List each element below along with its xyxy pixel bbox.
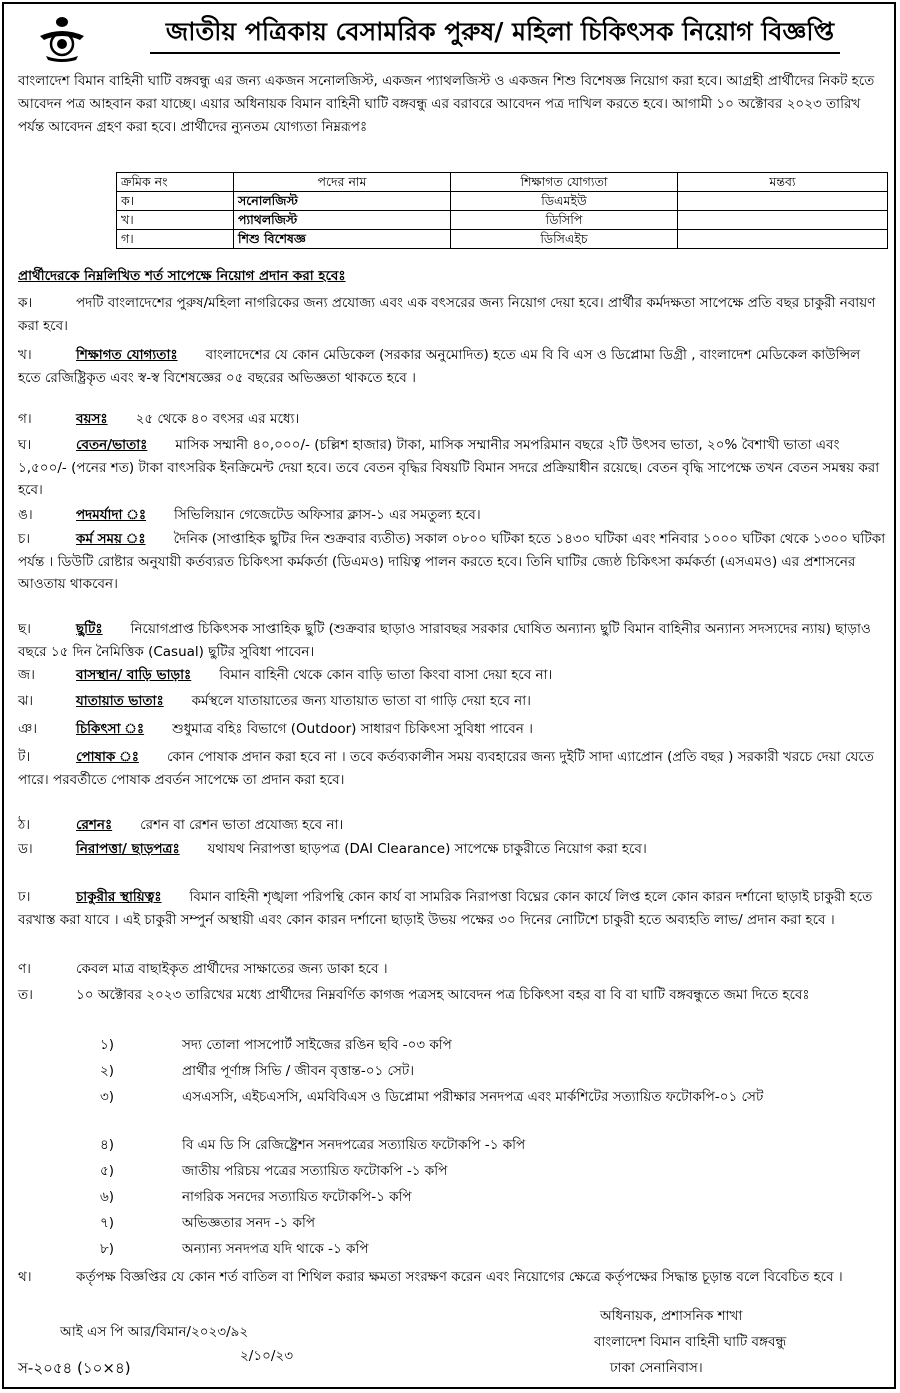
item-text: পদটি বাংলাদেশের পুরুষ/মহিলা নাগরিকের জন্য প্রযোজ্য এবং এক বৎসরের জন্য নিয়োগ দেয়া হবে। প্রার্থীর কর্মদক্ষতা সাপেক্ষে প্রতি বছর চাকুরী নবায়ণ করা হবে। — [18, 295, 876, 334]
table-row — [117, 211, 888, 230]
condition-item — [18, 664, 886, 687]
document-text: অভিজ্ঞতার সনদ -১ কপি — [182, 1215, 316, 1231]
item-heading: বয়সঃ — [76, 411, 108, 427]
document-item — [84, 1086, 874, 1108]
condition-item — [18, 838, 886, 861]
item-heading: পদমর্যাদা ঃ — [76, 507, 147, 523]
reference-number: আই এস পি আর/বিমান/২০২৩/৯২ — [60, 1324, 249, 1340]
item-text: রেশন বা রেশন ভাতা প্রযোজ্য হবে না। — [140, 817, 344, 833]
condition-item — [18, 984, 886, 1007]
document-item — [84, 1212, 874, 1234]
air-force-crest-icon — [36, 14, 88, 62]
document-item — [84, 1160, 874, 1182]
condition-item — [18, 292, 886, 337]
item-heading: শিক্ষাগত যোগ্যতাঃ — [76, 347, 178, 363]
item-heading: পোষাক ঃ — [76, 749, 139, 765]
item-text: মাসিক সম্মানী ৪০,০০০/- (চল্লিশ হাজার) টাকা, মাসিক সম্মানীর সমপরিমান বছরে ২টি উৎসব ভাতা, ২০% বৈশাখী ভাতা এবং ১,৫০০/- (পনের শত) টাকা বাৎসরিক ইনক্রিমেন্ট দেয়া হবে। তবে বেতন বৃদ্ধির বিষয়টি বিমান সদরে প্রক্রিয়াধীন রয়েছে। বেতন বৃদ্ধি সাপেক্ষে তখন বেতন সমন্বয় করা হবে। — [18, 437, 880, 498]
final-item — [18, 1266, 886, 1289]
item-heading: নিরাপত্তা/ ছাড়পত্রঃ — [76, 841, 180, 857]
table-cell: ডিসিএইচ — [451, 230, 678, 249]
condition-item — [18, 504, 886, 527]
item-heading: বেতন/ভাতাঃ — [76, 437, 148, 453]
item-marker: ট। — [18, 749, 31, 765]
document-text: এসএসসি, এইচএসসি, এমবিবিএস ও ডিপ্লোমা পরীক্ষার সনদপত্র এবং মার্কশিটের সত্যায়িত ফটোকপি-০১ সেট — [182, 1089, 764, 1105]
item-marker: ঘ। — [18, 437, 32, 453]
condition-item — [18, 434, 886, 502]
table-cell — [678, 230, 888, 249]
document-number: ২) — [100, 1063, 115, 1079]
document-number: ৫) — [100, 1163, 115, 1179]
item-text: বিমান বাহিনী শৃঙ্খলা পরিপন্থি কোন কার্য বা সামরিক নিরাপত্তা বিঘ্নের কোন কার্যে লিপ্ত হলে কোন কারন দর্শানো ছাড়াই চাকুরী হতে বরখাস্ত করা যাবে । এই চাকুরী সম্পুর্ন অস্থায়ী এবং কোন কারন দর্শানো ছাড়াই উভয় পক্ষের ৩০ দিনের নোটিশে চাকুরী হতে অব্যহতি লাভ/ প্রদান করা হবে । — [18, 889, 873, 928]
item-marker: ত। — [18, 987, 33, 1003]
item-heading: চাকুরীর স্থায়িত্বঃ — [76, 889, 162, 905]
document-text: অন্যান্য সনদপত্র যদি থাকে -১ কপি — [182, 1241, 369, 1257]
table-cell: ডিএমইউ — [451, 192, 678, 211]
item-marker: ণ। — [18, 961, 31, 977]
document-number: ৩) — [100, 1089, 115, 1105]
item-heading: যাতায়াত ভাতাঃ — [76, 693, 164, 709]
item-text: ১০ অক্টোবর ২০২৩ তারিখের মধ্যে প্রার্থীদের নিম্নবর্ণিত কাগজ পত্রসহ আবেদন পত্র চিকিৎসা বহর বা বি বা ঘাটি বঙ্গবন্ধুতে জমা দিতে হবেঃ — [76, 987, 810, 1003]
signatory-unit: বাংলাদেশ বিমান বাহিনী ঘাটি বঙ্গবন্ধু — [594, 1334, 787, 1350]
item-marker: ড। — [18, 841, 33, 857]
table-header: পদের নাম — [234, 173, 451, 192]
table-header: ক্রমিক নং — [117, 173, 234, 192]
condition-item — [18, 886, 886, 931]
signatory-location: ঢাকা সেনানিবাস। — [610, 1360, 703, 1376]
notice-title: জাতীয় পত্রিকায় বেসামরিক পুরুষ/ মহিলা চিকিৎসক নিয়োগ বিজ্ঞপ্তি — [165, 17, 835, 46]
item-text: ২৫ থেকে ৪০ বৎসর এর মধ্যে। — [135, 411, 300, 427]
document-text: বি এম ডি সি রেজিষ্ট্রেশন সনদপত্রের সত্যায়িত ফটোকপি -১ কপি — [182, 1137, 526, 1153]
table-cell: প্যাথলজিস্ট — [234, 211, 451, 230]
item-marker: ঞ। — [18, 721, 38, 737]
item-marker: ঠ। — [18, 817, 31, 833]
table-header: শিক্ষাগত যোগ্যতা — [451, 173, 678, 192]
document-number: ৮) — [100, 1241, 115, 1257]
table-cell: খ। — [117, 211, 234, 230]
item-text: বাংলাদেশের যে কোন মেডিকেল (সরকার অনুমোদিত) হতে এম বি বি এস ও ডিপ্লোমা ডিগ্রী , বাংলাদেশ মেডিকেল কাউন্সিল হতে রেজিষ্ট্রিকৃত এবং স্ব-স্ব বিশেষজ্ঞের ০৫ বছরের অভিজ্ঞতা থাকতে হবে । — [18, 347, 861, 386]
item-marker: ঙ। — [18, 507, 33, 523]
item-marker: ঢ। — [18, 889, 31, 905]
table-row — [117, 192, 888, 211]
item-heading: কর্ম সময় ঃ — [76, 531, 146, 547]
item-heading: চিকিৎসা ঃ — [76, 721, 145, 737]
table-cell: সনোলজিস্ট — [234, 192, 451, 211]
item-heading: রেশনঃ — [76, 817, 113, 833]
item-marker: চ। — [18, 531, 31, 547]
document-text: প্রার্থীর পূর্ণাঙ্গ সিভি / জীবন বৃত্তান্ত-০১ সেট। — [182, 1063, 415, 1079]
condition-item — [18, 746, 886, 791]
condition-item — [18, 528, 886, 596]
signatory-title: অধিনায়ক, প্রশাসনিক শাখা — [600, 1308, 743, 1324]
table-cell: ডিসিপি — [451, 211, 678, 230]
item-marker: গ। — [18, 411, 32, 427]
document-number: ১) — [100, 1037, 115, 1053]
table-cell — [678, 211, 888, 230]
document-item — [84, 1034, 874, 1056]
table-header: মন্তব্য — [678, 173, 888, 192]
item-text: যথাযথ নিরাপত্তা ছাড়পত্র (DAI Clearance) সাপেক্ষে চাকুরীতে নিয়োগ করা হবে। — [207, 841, 647, 857]
item-marker: ঝ। — [18, 693, 34, 709]
document-text: জাতীয় পরিচয় পত্রের সত্যায়িত ফটোকপি -১ কপি — [182, 1163, 448, 1179]
item-heading: ছুটিঃ — [76, 621, 103, 637]
table-cell: শিশু বিশেষজ্ঞ — [234, 230, 451, 249]
condition-item — [18, 408, 886, 431]
conditions-heading: প্রার্থীদেরকে নিম্নলিখিত শর্ত সাপেক্ষে নিয়োগ প্রদান করা হবেঃ — [18, 268, 346, 284]
document-text: সদ্য তোলা পাসপোর্ট সাইজের রঙিন ছবি -০৩ কপি — [182, 1037, 452, 1053]
item-text: কর্মস্থলে যাতায়াতের জন্য যাতায়াত ভাতা বা গাড়ি দেয়া হবে না। — [191, 693, 531, 709]
table-row — [117, 230, 888, 249]
item-marker: জ। — [18, 667, 35, 683]
title-underline — [150, 52, 840, 54]
table-cell: ক। — [117, 192, 234, 211]
item-heading: বাসস্থান/ বাড়ি ভাড়াঃ — [76, 667, 192, 683]
issue-date: ২/১০/২৩ — [240, 1348, 293, 1364]
condition-item — [18, 344, 886, 389]
intro-paragraph: বাংলাদেশ বিমান বাহিনী ঘাটি বঙ্গবন্ধু এর জন্য একজন সনোলজিস্ট, একজন প্যাথলজিস্ট ও একজন শিশু বিশেষজ্ঞ নিয়োগ করা হবে। আগ্রহী প্রার্থীদের নিকট হতে আবেদন পত্র আহবান করা যাচ্ছে। এয়ার অধিনায়ক বিমান বাহিনী ঘাটি বঙ্গবন্ধু এর বরাবরে আবেদন পত্র দাখিল করতে হবে। আগামী ১০ অক্টোবর ২০২৩ তারিখ পর্যন্ত আবেদন গ্রহণ করা হবে। প্রার্থীদের ন্যুনতম যোগ্যতা নিম্নরূপঃ — [18, 73, 875, 135]
item-text: সিভিলিয়ান গেজেটেড অফিসার ক্লাস-১ এর সমতুল্য হবে। — [174, 507, 481, 523]
item-text: কোন পোষাক প্রদান করা হবে না । তবে কর্তব্যকালীন সময় ব্যবহারের জন্য দুইটি সাদা এ্যাপ্রোন (প্রতি বছর ) সরকারী খরচে দেয়া যেতে পারে। পরবর্তীতে পোষাক প্রবর্তন সাপেক্ষে তা প্রদান করা হবে। — [18, 749, 874, 788]
item-text: কেবল মাত্র বাছাইকৃত প্রার্থীদের সাক্ষাতের জন্য ডাকা হবে । — [76, 961, 388, 977]
condition-item — [18, 718, 886, 741]
item-text: শুধুমাত্র বহিঃ বিভাগে (Outdoor) সাধারণ চিকিৎসা সুবিধা পাবেন । — [172, 721, 533, 737]
table-cell: গ। — [117, 230, 234, 249]
document-number: ৪) — [100, 1137, 115, 1153]
item-marker: খ। — [18, 347, 32, 363]
item-marker: ক। — [18, 295, 33, 311]
post-table — [116, 172, 888, 249]
document-item — [84, 1186, 874, 1208]
item-marker: ছ। — [18, 621, 32, 637]
item-text: নিয়োগপ্রাপ্ত চিকিৎসক সাপ্তাহিক ছুটি (শুক্রবার ছাড়াও সারাবছর সরকার ঘোষিত অন্যান্য ছুটি বিমান বাহিনীর অন্যান্য সদস্যদের ন্যায়) ছাড়াও বছরে ১৫ দিন নৈমিত্তিক (Casual) ছুটির সুবিধা পাবেন। — [18, 621, 871, 660]
condition-item — [18, 958, 886, 981]
document-item — [84, 1134, 874, 1156]
notice-code: স-২০৫৪ (১০×৪) — [18, 1359, 131, 1377]
condition-item — [18, 618, 886, 663]
item-text: কর্তৃপক্ষ বিজ্ঞপ্তির যে কোন শর্ত বাতিল বা শিথিল করার ক্ষমতা সংরক্ষণ করেন এবং নিয়োগের ক্ষেত্রে কর্তৃপক্ষের সিদ্ধান্ত চূড়ান্ত বলে বিবেচিত হবে । — [76, 1269, 843, 1285]
document-item — [84, 1238, 874, 1260]
table-cell — [678, 192, 888, 211]
condition-item — [18, 814, 886, 837]
document-number: ৬) — [100, 1189, 115, 1205]
document-item — [84, 1060, 874, 1082]
item-text: বিমান বাহিনী থেকে কোন বাড়ি ভাতা কিংবা বাসা দেয়া হবে না। — [219, 667, 553, 683]
document-number: ৭) — [100, 1215, 115, 1231]
item-marker: থ। — [18, 1269, 32, 1285]
item-text: দৈনিক (সাপ্তাহিক ছুটির দিন শুক্রবার ব্যতীত) সকাল ০৮০০ ঘটিকা হতে ১৪৩০ ঘটিকা এবং শনিবার ১০০০ ঘটিকা থেকে ১৩০০ ঘটিকা পর্যন্ত । ডিউটি রোষ্টার অনুযায়ী কর্তব্যরত চিকিৎসা কর্মকর্তা (ডিএমও) দায়িত্ব পালন করতে হবে। তিনি ঘাটির জ্যেষ্ঠ চিকিৎসা কর্মকর্তা (এসএমও) এর প্রশাসনের আওতায় থাকবেন। — [18, 531, 886, 592]
document-text: নাগরিক সনদের সত্যায়িত ফটোকপি-১ কপি — [182, 1189, 412, 1205]
condition-item — [18, 690, 886, 713]
table-header-row — [117, 173, 888, 192]
